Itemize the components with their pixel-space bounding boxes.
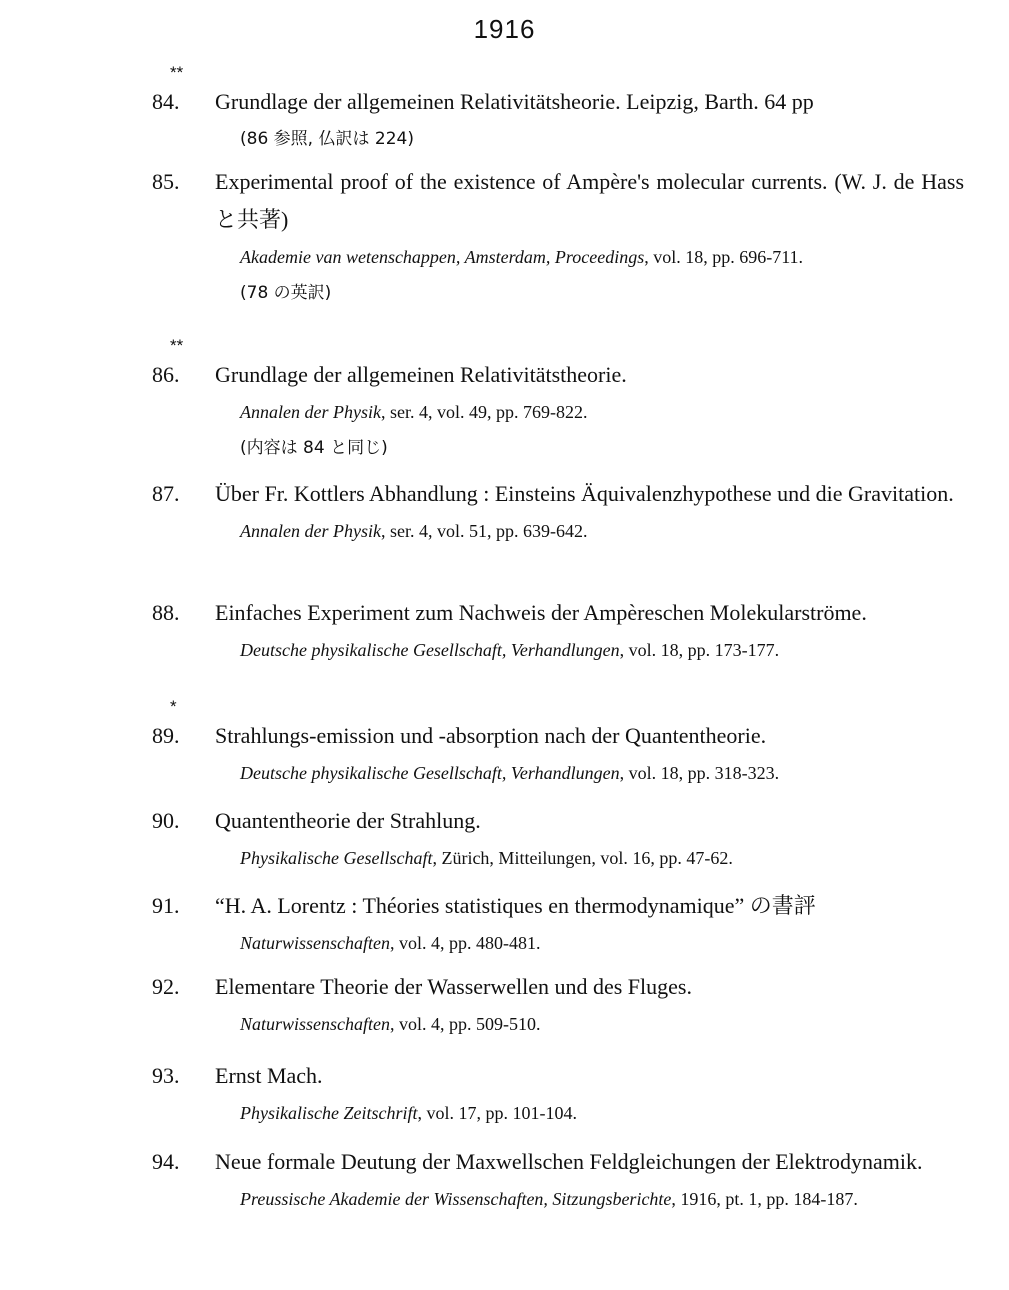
year-heading: 1916 [473,14,536,44]
citation-details: , 1916, pt. 1, pp. 184-187. [671,1189,858,1209]
entry-number-text: 87. [152,481,180,506]
entry-number-text: 92. [152,974,180,999]
entry-title: Über Fr. Kottlers Abhandlung : Einsteins Äquivalenzhypothese und die Gravitation. [215,481,954,506]
citation-details: , vol. 4, pp. 509-510. [390,1014,541,1034]
journal-name: Naturwissenschaften [240,1014,391,1034]
entry-number-text: 85. [152,169,180,194]
entry-title: Quantentheorie der Strahlung. [215,808,481,833]
citation-details: , ser. 4, vol. 49, pp. 769-822. [380,402,588,422]
entry-note [240,430,964,466]
bibliography-entry [152,1143,964,1217]
bibliography-entry [152,802,964,876]
journal-name: Physikalische Gesellschaft [240,848,433,868]
journal-name: Naturwissenschaften [240,933,391,953]
entry-citation [240,1006,964,1042]
entry-title: Elementare Theorie der Wasserwellen und des Fluges. [215,974,692,999]
citation-details: , vol. 18, pp. 173-177. [619,640,780,660]
bibliography-entry [152,697,964,791]
bibliography-entry [152,594,964,668]
entry-number-text: 84. [152,89,180,114]
entry-number [152,1143,192,1181]
entry-title: “H. A. Lorentz : Théories statistiques en thermodynamique” の書評 [215,893,816,918]
bibliography-entry [152,336,964,466]
importance-stars: ** [170,336,184,355]
entry-number-text: 88. [152,600,180,625]
entry-citation [240,1095,964,1131]
bibliography-entry [152,887,964,961]
entry-citation [240,239,964,275]
entry-title: Grundlage der allgemeinen Relativitätsheorie. Leipzig, Barth. 64 pp [215,89,814,114]
entry-note [240,121,964,157]
note-text: (78 の英訳) [240,283,332,303]
journal-name: Annalen der Physik [240,402,381,422]
importance-stars: ** [170,63,184,82]
entry-number [152,802,192,840]
entry-number [152,887,192,925]
journal-name: Annalen der Physik [240,521,381,541]
citation-details: , Zürich, Mitteilungen, vol. 16, pp. 47-62. [432,848,733,868]
bibliography-entry [152,1057,964,1131]
entry-number [152,697,192,755]
entry-citation [240,513,964,549]
entry-title: Einfaches Experiment zum Nachweis der Ampèreschen Molekularströme. [215,600,867,625]
entry-title: Ernst Mach. [215,1063,323,1088]
entry-note [240,275,964,311]
journal-name: Preussische Akademie der Wissenschaften, Sitzungsberichte [240,1189,672,1209]
entry-number [152,968,192,1006]
journal-name: Akademie van wetenschappen, Amsterdam, Proceedings [240,247,645,267]
entry-citation [240,925,964,961]
importance-stars: * [170,697,177,716]
entry-title: Strahlungs-emission und -absorption nach der Quantentheorie. [215,723,767,748]
bibliography-entry [152,63,964,157]
note-text: (86 参照, 仏訳は 224) [240,129,414,149]
entry-number-text: 89. [152,723,180,748]
citation-details: , ser. 4, vol. 51, pp. 639-642. [380,521,588,541]
entry-citation [240,840,964,876]
entry-number [152,1057,192,1095]
entry-title: Neue formale Deutung der Maxwellschen Feldgleichungen der Elektrodynamik. [215,1149,923,1174]
citation-details: , vol. 18, pp. 318-323. [619,763,780,783]
bibliography-entry [152,163,964,311]
entry-number [152,336,192,394]
bibliography-entry [152,475,964,549]
entry-citation [240,394,964,430]
entry-number-text: 93. [152,1063,180,1088]
citation-details: , vol. 18, pp. 696-711. [644,247,804,267]
entry-number [152,63,192,121]
citation-details: , vol. 17, pp. 101-104. [417,1103,577,1123]
entry-number [152,475,192,513]
entry-title: Experimental proof of the existence of Ampère's molecular currents. (W. J. de Hass と共著) [215,169,964,232]
entry-number [152,163,192,201]
entry-number-text: 91. [152,893,180,918]
journal-name: Deutsche physikalische Gesellschaft, Verhandlungen [240,640,620,660]
entry-citation [240,755,964,791]
bibliography-entry [152,968,964,1042]
journal-name: Physikalische Zeitschrift [240,1103,418,1123]
entry-number [152,594,192,632]
entry-number-text: 90. [152,808,180,833]
entry-title: Grundlage der allgemeinen Relativitätstheorie. [215,362,627,387]
note-text: (内容は 84 と同じ) [240,438,388,458]
citation-details: , vol. 4, pp. 480-481. [390,933,541,953]
entry-number-text: 94. [152,1149,180,1174]
entry-citation [240,1181,964,1217]
journal-name: Deutsche physikalische Gesellschaft, Verhandlungen [240,763,620,783]
entry-citation [240,632,964,668]
entry-number-text: 86. [152,362,180,387]
